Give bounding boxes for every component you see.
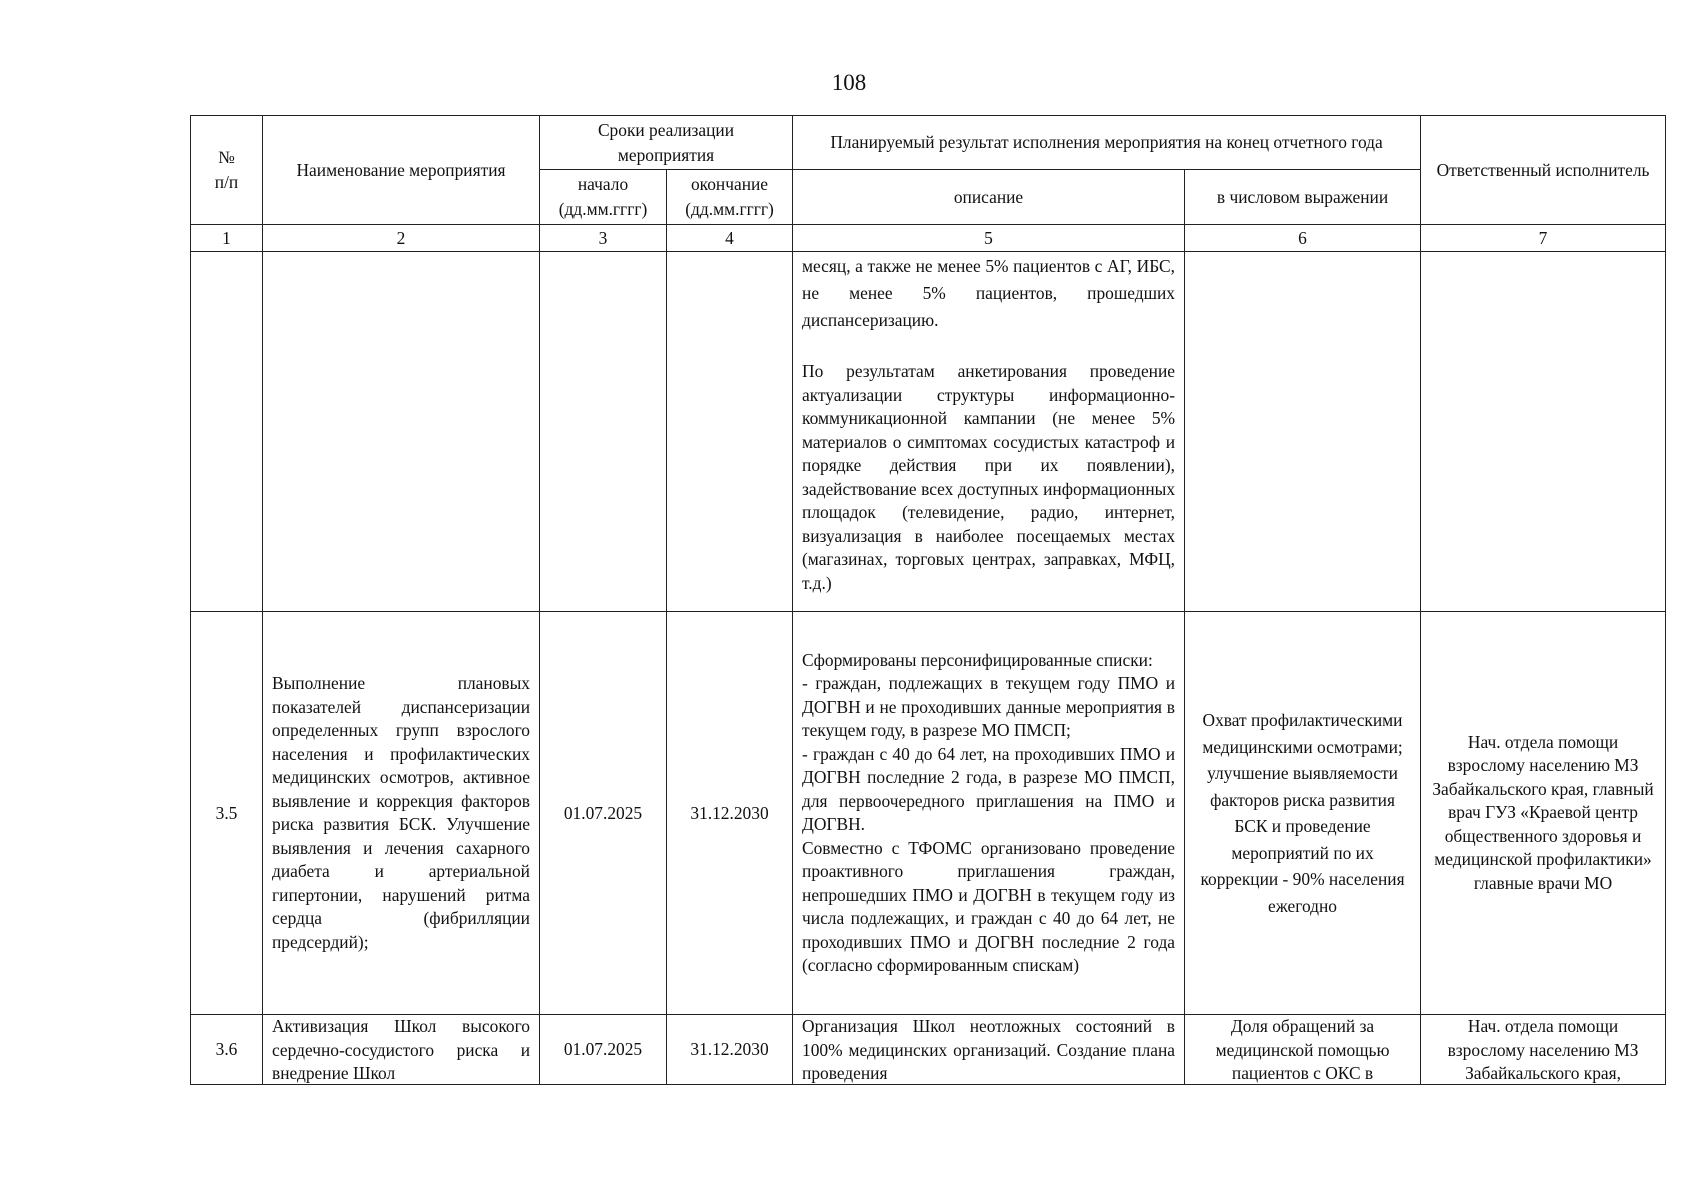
description-line: - граждан, подлежащих в текущем году ПМО и ДОГВН и не проходивших данные мероприятия в текущем году, в разрезе МО ПМСП;: [802, 673, 1176, 740]
row-num: 3.5: [191, 612, 263, 1015]
row-numeric-text: Доля обращений за медицинской помощью пациентов с ОКС в: [1215, 1016, 1390, 1083]
row-start: [540, 1015, 667, 1085]
row-description-text: Организация Школ неотложных состояний в 100% медицинских организаций. Создание плана проведения: [802, 1016, 1176, 1083]
header-numeric: [1185, 170, 1421, 225]
header-name-text: Наименование мероприятия: [296, 159, 506, 180]
row-start: 01.07.2025: [540, 612, 667, 1015]
header-result: [793, 116, 1421, 170]
row-description: [793, 252, 1185, 612]
row-name: [263, 252, 540, 612]
column-numbers-row: [191, 225, 1666, 252]
row-numeric: [1185, 252, 1421, 612]
header-start-text: начало (дд.мм.гггг): [558, 174, 648, 219]
column-number: 7: [1421, 225, 1666, 252]
row-name: Выполнение плановых показателей диспансеризации определенных групп взрослого населения и профилактических медицинских осмотров, активное выявление и коррекция факторов риска развития БСК. Улучшение выявления и лечения сахарного диабета и артериальной гипертонии, нарушений ритма сердца (фибрилляции предсердий);: [263, 612, 540, 1015]
column-number: 5: [793, 225, 1185, 252]
header-end-text: окончание (дд.мм.гггг): [685, 174, 774, 219]
header-terms-text: Сроки реализации мероприятия: [597, 119, 735, 165]
row-description: [793, 1015, 1185, 1085]
header-result-text: Планируемый результат исполнения мероприятия на конец отчетного года: [830, 132, 1383, 152]
description-line: Совместно с ТФОМС организовано проведение проактивного приглашения граждан, непрошедших ПМО и ДОГВН в текущем году из числа подлежащих, и граждан с 40 до 64 лет, не проходивших ПМО и ДОГВН последние 2 года (согласно сформированным спискам): [802, 837, 1176, 975]
row-name-text: Активизация Школ высокого сердечно-сосудистого риска и внедрение Школ: [272, 1016, 530, 1083]
row-numeric: [1185, 1015, 1421, 1085]
column-number: 3: [540, 225, 667, 252]
header-responsible-text: Ответственный исполнитель: [1436, 159, 1650, 180]
header-num: [191, 116, 263, 225]
header-row: [191, 116, 1666, 170]
row-end-text: 31.12.2030: [690, 1039, 769, 1059]
description-paragraph: По результатам анкетирования проведение актуализации структуры информационно-коммуникационной кампании (не менее 5% материалов о симптомах сосудистых катастроф и порядке действия при их появлении), задействование всех доступных информационных площадок (телевидение, радио, интернет, визуализация в наиболее посещаемых местах (магазинах, торговых центрах, заправках, МФЦ, т.д.): [802, 361, 1176, 593]
row-num: [191, 1015, 263, 1085]
row-name: [263, 1015, 540, 1085]
table-row: [191, 612, 1666, 1015]
row-num-text: 3.6: [215, 1039, 238, 1059]
header-terms: [540, 116, 793, 170]
column-number: 6: [1185, 225, 1421, 252]
row-description: [793, 612, 1185, 1015]
column-number: 4: [667, 225, 793, 252]
row-responsible: Нач. отдела помощи взрослому населению МЗ Забайкальского края, главный врач ГУЗ «Краевой центр общественного здоровья и медицинской профилактики» главные врачи МО: [1421, 612, 1666, 1015]
table-row: [191, 252, 1666, 612]
header-responsible: [1421, 116, 1666, 225]
activities-table: [190, 115, 1666, 1085]
header-end: [667, 170, 793, 225]
header-description: [793, 170, 1185, 225]
description-line: - граждан с 40 до 64 лет, на проходивших ПМО и ДОГВН последние 2 года, в разрезе МО ПМСП, для первоочередного приглашения на ПМО и ДОГВН.: [802, 743, 1176, 834]
header-num-text: № п/п: [214, 147, 239, 192]
column-number: 1: [191, 225, 263, 252]
row-responsible: [1421, 252, 1666, 612]
column-number: 2: [263, 225, 540, 252]
row-end: 31.12.2030: [667, 612, 793, 1015]
row-end: [667, 252, 793, 612]
table-row: [191, 1015, 1666, 1085]
header-description-text: описание: [953, 186, 1024, 207]
header-start: [540, 170, 667, 225]
row-end: [667, 1015, 793, 1085]
row-responsible: [1421, 1015, 1666, 1085]
header-name: [263, 116, 540, 225]
header-numeric-text: в числовом выражении: [1216, 186, 1389, 207]
page-number: 108: [831, 70, 867, 95]
row-start: [540, 252, 667, 612]
row-numeric: Охват профилактическими медицинскими осмотрами; улучшение выявляемости факторов риска развития БСК и проведение мероприятий по их коррекции - 90% населения ежегодно: [1185, 612, 1421, 1015]
row-start-text: 01.07.2025: [563, 1039, 643, 1059]
description-paragraph: месяц, а также не менее 5% пациентов с АГ, ИБС, не менее 5% пациентов, прошедших диспансеризацию.: [802, 256, 1176, 330]
row-num: [191, 252, 263, 612]
row-responsible-text: Нач. отдела помощи взрослому населению МЗ Забайкальского края,: [1447, 1016, 1639, 1083]
description-line: Сформированы персонифицированные списки:: [802, 649, 1153, 670]
